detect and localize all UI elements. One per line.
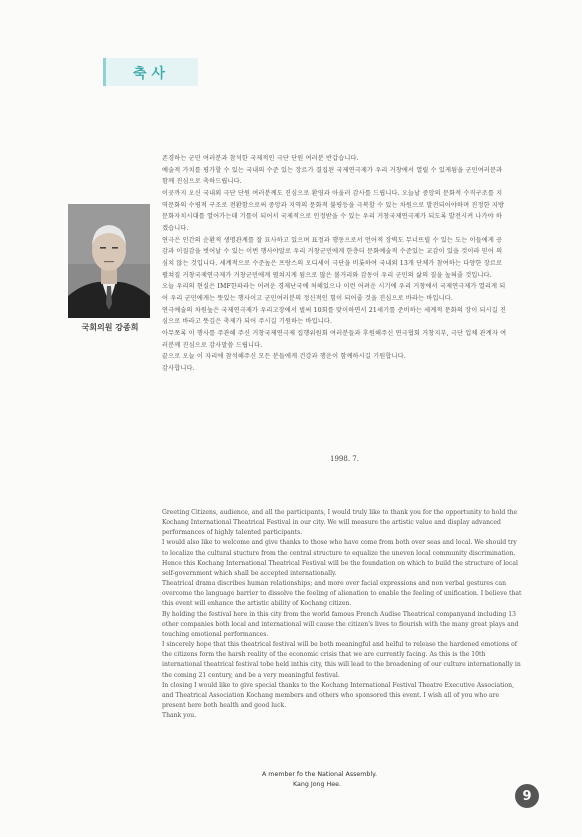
korean-paragraph: 감사합니다. xyxy=(162,364,195,372)
english-paragraph: I would also like to welcome and give thanks to those who have come from both over seas and local. We should try to localize the cultural stucture from the central structure to equalize the uneven local community discrimination. Hence this Kochang International Theatrical Festival will be the foundation on which to build the structure of local self-government which shall be accepted internationally. xyxy=(162,539,518,577)
english-paragraph: Greeting Citizens, audience, and all the participants, I would truly like to thank you for the opportunity to hold the Kochang International Theatrical Festival in our city. We will measure the artistic value and display advanced performances of highly talented participants. xyxy=(162,509,518,537)
korean-paragraph: 이곳까지 오신 국내외 극단 단원 여러분께도 진심으로 환영과 아울러 감사를 드립니다. 오늘날 중앙의 문화적 수직구조를 지역문화의 수평적 구조로 전환함으로써 중앙과 지역의 문화적 불평등을 극복할 수 있는 차원으로 발전되어야하며 진정한 지방문화자치시대를 열어가는데 기틀이 되어서 국제적으로 인정받을 수 있는 우리 거창국제연극제가 되도록 발전시켜 나가야 하겠습니다. xyxy=(162,189,505,232)
korean-paragraph: 연극은 인간의 순환적 생명관계를 잘 묘사하고 있으며 표정과 행동으로서 언어적 장벽도 무너뜨릴 수 있는 도는 이들에게 공감과 이질감을 벗어날 수 있는 이번 행사야말로 우리 거창군민에게 한층더 문화예술적 수준있는 교감이 있을 것이라 믿어 의심치 않는 것입니다. 세계적으로 수준높은 프랑스의 오디세이 극단을 비롯하여 국내외 13개 단체가 참여하는 다양한 장르로 펼쳐질 거창국제연극제가 거창군민에게 펼쳐지게 됨으로 많은 볼거리와 감동이 우리 군민의 삶의 질을 높혀줄 것입니다. xyxy=(162,236,503,279)
english-speech xyxy=(162,508,522,721)
signature-title: A member fo the National Assembly. xyxy=(262,771,378,778)
portrait-photo xyxy=(68,204,150,318)
korean-speech xyxy=(162,153,508,374)
korean-paragraph: 아무쪼록 이 행사를 주관해 주신 거창국제연극제 집행위원회 여러분들과 후원해주신 연극협회 거창지부, 극단 입체 관계자 여러분께 진심으로 감사말씀 드립니다. xyxy=(162,329,507,349)
portrait-caption: 국회의원 강종희 xyxy=(81,323,139,332)
english-paragraph: By holding the festival here in this city from the world famous French Audise Theatrical companyand including 13 other companies both local and international will cause the citizen's lives to flourish with the many great plays and touching emotional performances. xyxy=(162,610,519,638)
english-paragraph: Theatrical drama discribes human relationships; and more over facial expressions and non verbal gestures can overcome the language barrier to dissolve the feeling of alienation to enable the feeling of unification. I believe that this event will enhance the artistic ability of Kochang citizen. xyxy=(162,580,522,608)
korean-paragraph: 오늘 우리의 현실은 IMF한파라는 어려운 경제난국에 처해있으나 이런 어려운 시기에 우리 거창에서 국제연극제가 열리게 되어 우리 군민에게는 뜻있는 행사이고 군민여러분의 정신적인 힘이 되어줄 것을 진심으로 바라는 바입니다. xyxy=(162,283,506,302)
signature-name: Kang Jong Hee. xyxy=(292,781,342,788)
page-number: 9 xyxy=(515,784,539,808)
english-paragraph: In closing I would like to give special thanks to the Kochang International Festival Theatre Executive Association, and Theatrical Association Kochang members and others who sponsored this event. I wish all of you who are present here both health and good luck. xyxy=(162,681,515,709)
english-paragraph: I sincerely hope that this theatrical festival will be both meaningful and helful to release the hardened emotions of the citizens form the harsh reality of the economic crisis that we are currently facing. As this is the 10th international theatrical festival tobe held inthis city, this will lead to the broadening of our culture internationally in the coming 21 century, and be a very meaningful festival. xyxy=(162,641,521,679)
korean-paragraph: 존경하는 군민 여러분과 참석한 국제적인 극단 단원 여러분 반갑습니다. xyxy=(162,155,359,162)
korean-paragraph: 예술적 가치를 평가할 수 있는 국내의 수준 있는 장르가 결집된 국제연극제가 우리 거창에서 열릴 수 있게됨을 군민여러분과 함께 진심으로 축하드립니다. xyxy=(162,166,503,186)
page-title: 축사 xyxy=(133,66,171,82)
english-paragraph: Thank you. xyxy=(162,712,197,720)
signature xyxy=(262,770,378,790)
korean-paragraph: 연극예술의 차원높은 국제연극제가 우리고장에서 벌써 10회를 맞이하면서 21세기를 준비하는 세계적 문화의 장이 되시길 진심으로 바라고 뜻깊은 축제가 되어 주시길 기원하는 바입니다. xyxy=(162,306,507,326)
korean-paragraph: 끝으로 오늘 이 자리에 참석해주신 모든 분들에게 건강과 행운이 함께하시길 기원합니다. xyxy=(162,353,406,361)
date: 1998. 7. xyxy=(330,455,359,463)
